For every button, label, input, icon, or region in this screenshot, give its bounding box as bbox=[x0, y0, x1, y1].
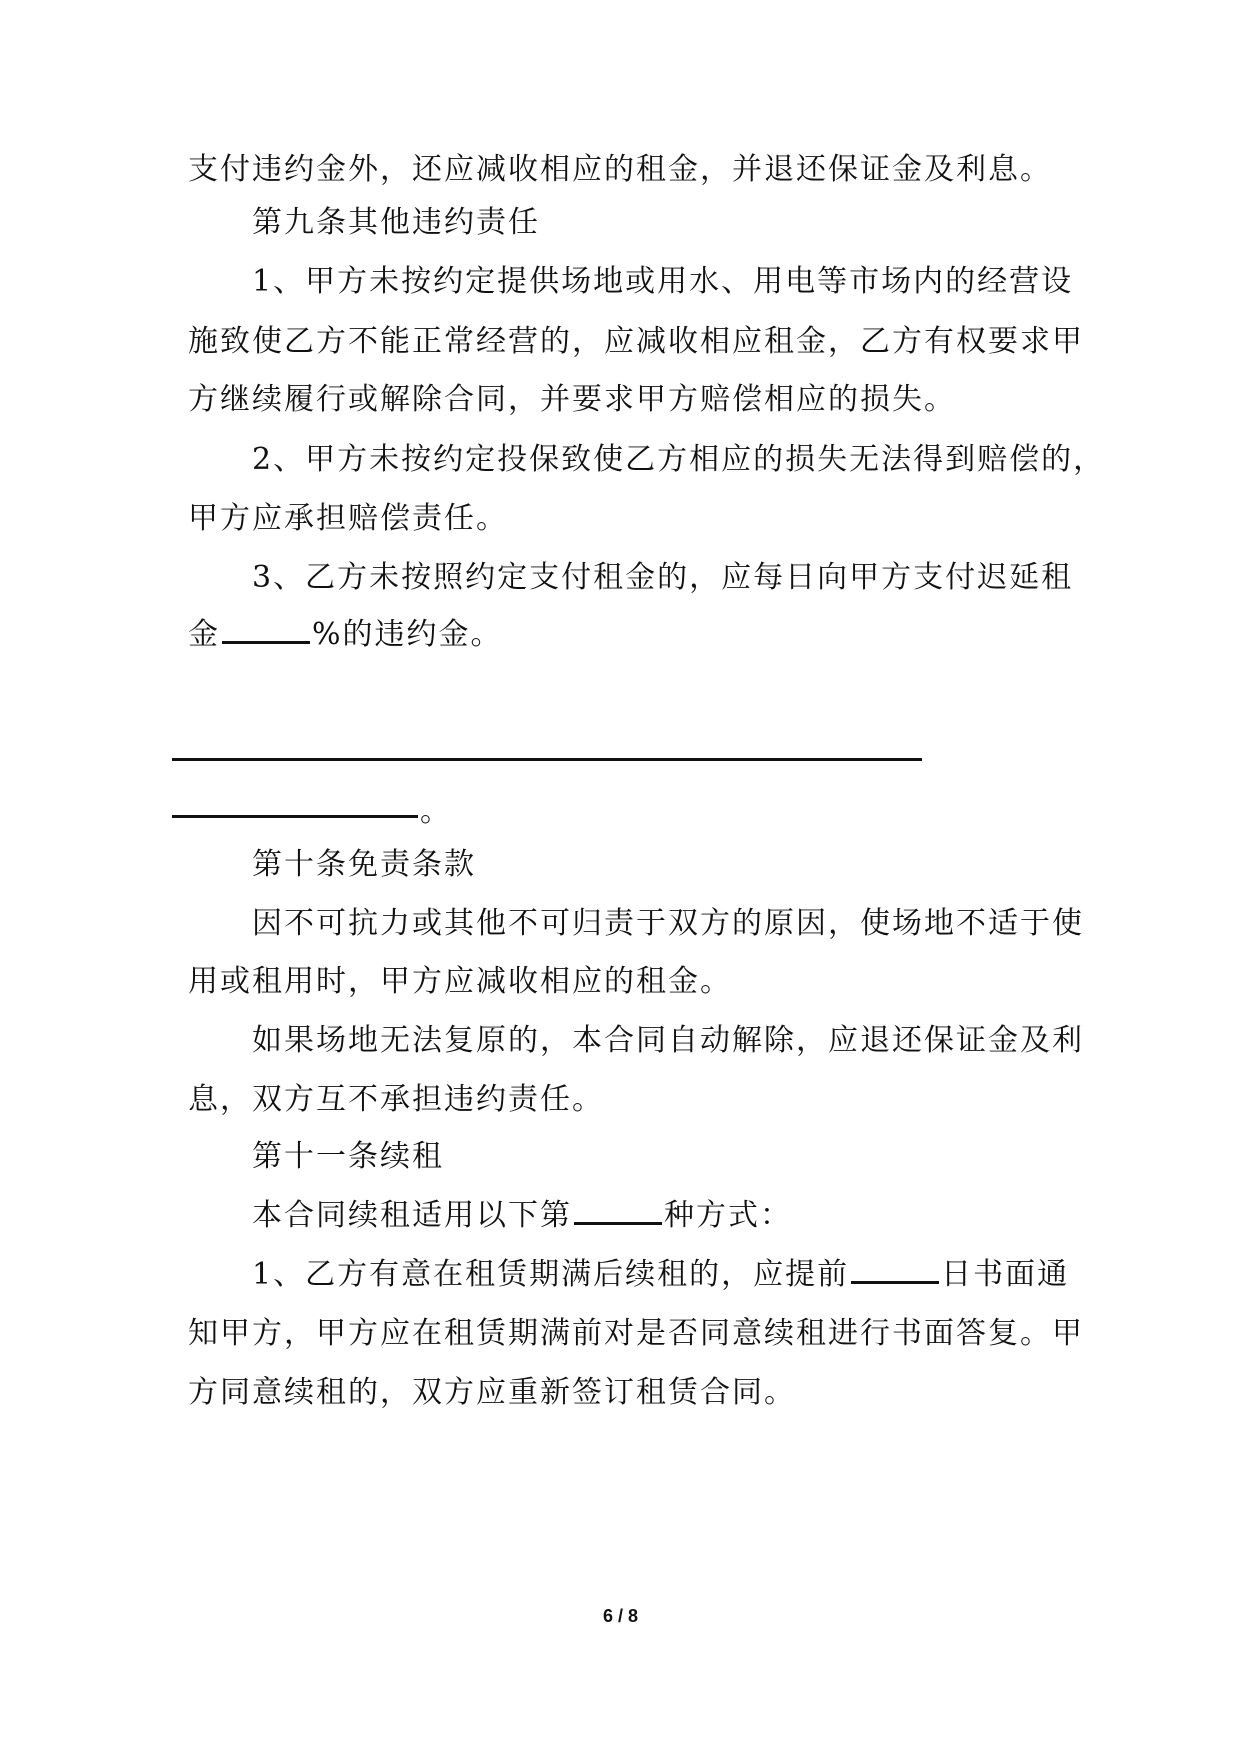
paragraph-line-with-blank bbox=[252, 1255, 1132, 1295]
paragraph-line: 知甲方，甲方应在租赁期满前对是否同意续租进行书面答复。甲 bbox=[188, 1316, 1084, 1351]
paragraph-line-with-blank bbox=[252, 1196, 1132, 1236]
paragraph-line: 施致使乙方不能正常经营的，应减收相应租金，乙方有权要求甲 bbox=[188, 324, 1084, 359]
text-fragment: %的违约金。 bbox=[312, 617, 503, 652]
fill-in-blank bbox=[851, 1281, 939, 1284]
fill-in-blank bbox=[222, 641, 310, 644]
page-number: 6 / 8 bbox=[602, 1606, 639, 1626]
paragraph-line: 支付违约金外，还应减收相应的租金，并退还保证金及利息。 bbox=[188, 152, 1052, 187]
paragraph-line: 方同意续租的，双方应重新签订租赁合同。 bbox=[188, 1375, 796, 1410]
text-fragment: 日书面通 bbox=[941, 1257, 1070, 1292]
paragraph-line: 因不可抗力或其他不可归责于双方的原因，使场地不适于使 bbox=[252, 906, 1084, 941]
section-heading-article-9: 第九条其他违约责任 bbox=[252, 205, 540, 240]
end-period: 。 bbox=[420, 794, 450, 829]
fill-in-rule bbox=[172, 758, 922, 761]
text-fragment: 金 bbox=[188, 617, 220, 652]
section-heading-article-10: 第十条免责条款 bbox=[252, 847, 476, 882]
paragraph-line: 用或租用时，甲方应减收相应的租金。 bbox=[188, 964, 732, 999]
paragraph-line: 息，双方互不承担违约责任。 bbox=[188, 1082, 604, 1117]
fill-in-rule bbox=[172, 815, 418, 818]
text-fragment: 本合同续租适用以下第 bbox=[252, 1198, 572, 1233]
paragraph-line: 如果场地无法复原的，本合同自动解除，应退还保证金及利 bbox=[252, 1023, 1084, 1058]
paragraph-line: 1、甲方未按约定提供场地或用水、用电等市场内的经营设 bbox=[252, 264, 1074, 299]
paragraph-line: 3、乙方未按照约定支付租金的，应每日向甲方支付迟延租 bbox=[252, 560, 1074, 595]
text-fragment: 1、乙方有意在租赁期满后续租的，应提前 bbox=[252, 1257, 850, 1292]
paragraph-line: 方继续履行或解除合同，并要求甲方赔偿相应的损失。 bbox=[188, 382, 956, 417]
fill-in-blank bbox=[574, 1222, 662, 1225]
paragraph-line: 2、甲方未按约定投保致使乙方相应的损失无法得到赔偿的， bbox=[252, 442, 1106, 477]
paragraph-line-with-blank bbox=[188, 615, 1068, 655]
text-fragment: 种方式： bbox=[664, 1198, 792, 1233]
paragraph-line: 甲方应承担赔偿责任。 bbox=[188, 501, 508, 536]
section-heading-article-11: 第十一条续租 bbox=[252, 1139, 444, 1174]
